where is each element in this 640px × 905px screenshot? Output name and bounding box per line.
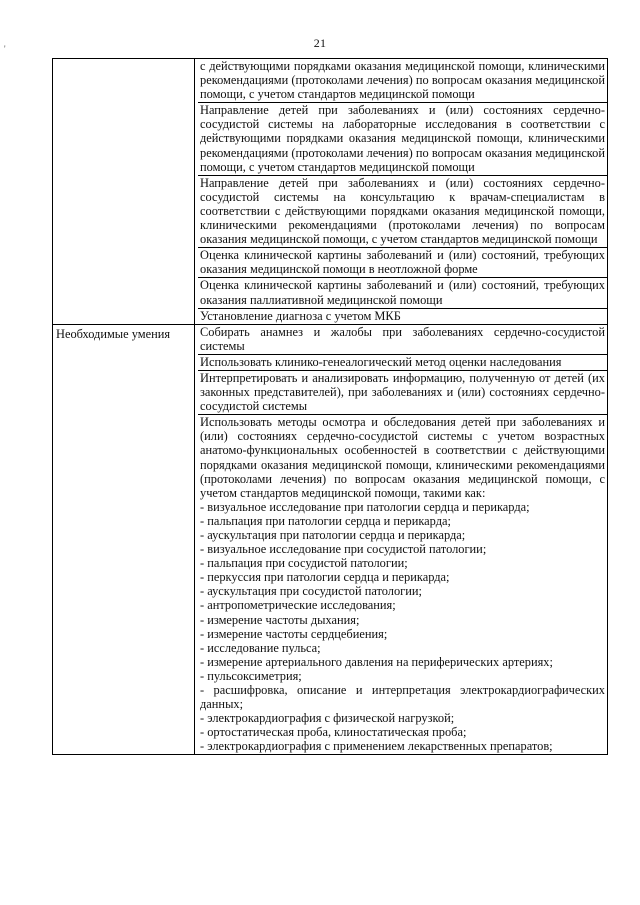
examination-methods-list	[195, 500, 607, 754]
list-item: - аускультация при сосудистой патологии;	[200, 584, 422, 599]
entry-text: Оценка клинической картины заболеваний и (или) состояний, требующих оказания медицинской помощи в неотложной форме	[200, 248, 605, 277]
list-item: - аускультация при патологии сердца и перикарда;	[200, 528, 466, 542]
entry-text: Собирать анамнез и жалобы при заболеваниях сердечно-сосудистой системы	[200, 324, 605, 353]
entry-text: Направление детей при заболеваниях и (или) состояниях сердечно-сосудистой системы на консультацию к врачам-специалистам в соответствии с действующими порядками оказания медицинской помощи, клиническими рекомендациями (протоколами лечения) по вопросам оказания медицинской помощи, с учетом стандартов медицинской помощи	[200, 175, 605, 247]
list-item: - исследование пульса;	[200, 640, 321, 655]
table-row	[53, 59, 608, 325]
right-cell	[195, 59, 608, 325]
requirements-table	[52, 58, 608, 755]
list-item: - перкуссия при патологии сердца и перикарда;	[200, 570, 450, 585]
left-cell	[53, 324, 195, 754]
list-item: - измерение частоты дыхания;	[200, 612, 360, 627]
list-item: - измерение артериального давления на периферических артериях;	[200, 654, 553, 669]
list-item: - пульсоксиметрия;	[200, 668, 302, 683]
list-item: - электрокардиография с физической нагрузкой;	[200, 711, 455, 726]
list-item: - ортостатическая проба, клиностатическая проба;	[200, 725, 467, 740]
entry-text: с действующими порядками оказания медицинской помощи, клиническими рекомендациями (протоколами лечения) по вопросам оказания медицинской помощи, с учетом стандартов медицинской помощи	[200, 59, 605, 102]
right-cell	[195, 324, 608, 754]
entry-text: Установление диагноза с учетом МКБ	[198, 308, 607, 324]
table-row	[53, 324, 608, 754]
entry-text: Использовать методы осмотра и обследования детей при заболеваниях и (или) состояниях сердечно-сосудистой системы с учетом возрастных анатомо-функциональных особенностей в соответствии с действующими порядками оказания медицинской помощи, клиническими рекомендациями (протоколами лечения) по вопросам оказания медицинской помощи, с учетом стандартов медицинской помощи, такими как:	[200, 415, 605, 500]
list-item: - электрокардиография с применением лекарственных препаратов;	[200, 739, 553, 754]
list-item: - визуальное исследование при патологии сердца и перикарда;	[200, 499, 530, 514]
entry-text: Интерпретировать и анализировать информацию, полученную от детей (их законных представителей), при заболеваниях и (или) состояниях сердечно-сосудистой системы	[200, 370, 605, 414]
entry-text: Направление детей при заболеваниях и (или) состояниях сердечно-сосудистой системы на лабораторные исследования в соответствии с действующими порядками оказания медицинской помощи, клиническими рекомендациями (протоколами лечения) по вопросам оказания медицинской помощи, с учетом стандартов медицинской помощи	[200, 103, 605, 174]
page-number: 21	[313, 36, 327, 50]
margin-mark: '	[4, 44, 6, 54]
list-item: - антропометрические исследования;	[200, 598, 396, 613]
list-item: - пальпация при патологии сердца и перикарда;	[200, 513, 451, 528]
left-label	[53, 59, 194, 61]
entry-text: Использовать клинико-генеалогический метод оценки наследования	[198, 354, 607, 370]
entry-text: Оценка клинической картины заболеваний и (или) состояний, требующих оказания паллиативной медицинской помощи	[200, 278, 605, 307]
left-label: Необходимые умения	[56, 326, 171, 341]
list-item: - расшифровка, описание и интерпретация электрокардиографических данных;	[200, 683, 605, 712]
left-cell	[53, 59, 195, 325]
list-item: - измерение частоты сердцебиения;	[200, 626, 388, 641]
list-item: - пальпация при сосудистой патологии;	[200, 556, 408, 571]
list-item: - визуальное исследование при сосудистой патологии;	[200, 542, 487, 557]
